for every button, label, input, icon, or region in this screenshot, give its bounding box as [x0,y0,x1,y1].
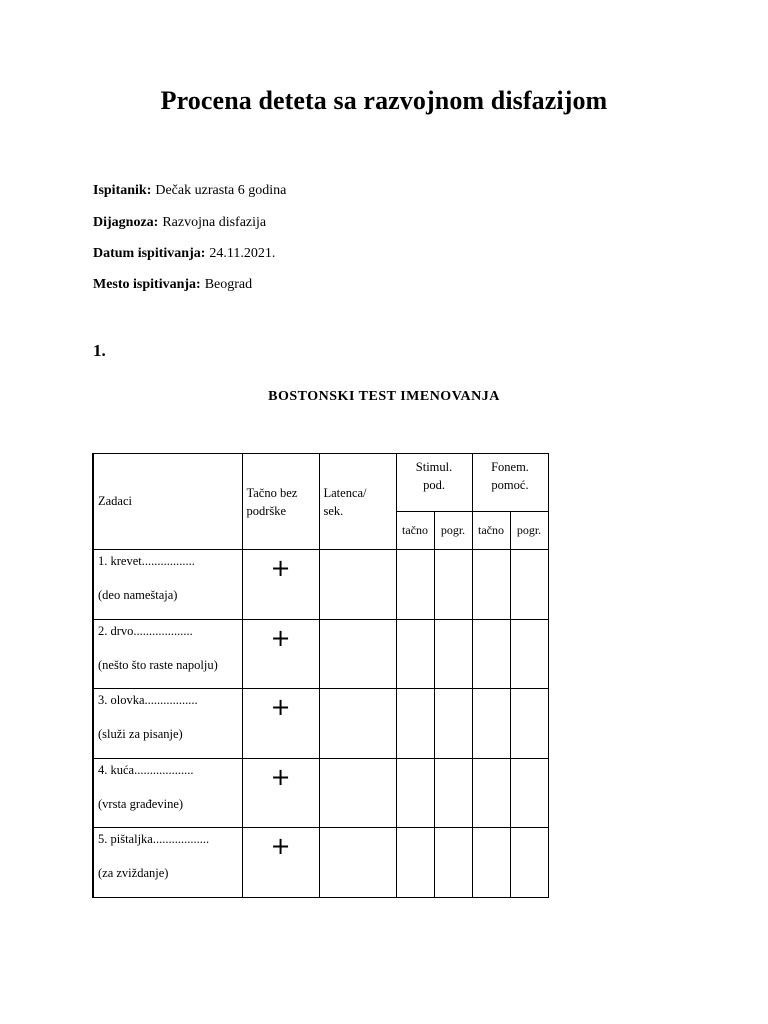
mesto-value: Beograd [204,277,253,292]
fonem-pogr-cell [510,689,548,759]
fonem-tacno-cell [472,828,510,898]
table-row [93,828,548,898]
correct-mark: + [242,759,319,828]
task-cell [93,759,242,828]
fonem-pogr-cell [510,620,548,689]
fonem-tacno-cell [472,759,510,828]
stimul-pogr-cell [434,550,472,620]
latency-cell [319,689,396,759]
subheader-fonem-pogr: pogr. [510,512,548,550]
fonem-pogr-cell [510,550,548,620]
task-description: (deo nameštaja) [98,588,178,602]
ispitanik-value: Dečak uzrasta 6 godina [155,183,287,198]
task-description: (nešto što raste napolju) [98,658,218,672]
stimul-tacno-cell [396,689,434,759]
subheader-fonem-tacno: tačno [472,512,510,550]
latency-cell [319,828,396,898]
section-number: 1. [93,341,106,360]
correct-mark: + [242,550,319,620]
dijagnoza-value: Razvojna disfazija [162,215,267,230]
datum-label: Datum ispitivanja: [93,246,206,261]
stimul-tacno-cell [396,620,434,689]
info-datum [93,246,275,262]
datum-value: 24.11.2021. [209,246,276,261]
task-cell [93,550,242,620]
task-word: 4. kuća................... [98,763,194,777]
correct-mark: + [242,689,319,759]
header-latenca: Latenca/ sek. [319,454,396,550]
table-row [93,620,548,689]
stimul-pogr-cell [434,689,472,759]
stimul-tacno-cell [396,759,434,828]
document-title: Procena deteta sa razvojnom disfazijom [160,86,608,115]
subheader-stimul-pogr: pogr. [434,512,472,550]
task-word: 3. olovka................. [98,693,198,707]
table-row [93,759,548,828]
task-word: 5. pištaljka.................. [98,832,210,846]
mesto-label: Mesto ispitivanja: [93,277,201,292]
header-fonem-pomoc: Fonem. pomoć. [472,454,548,512]
naming-test-table [92,453,549,898]
fonem-tacno-cell [472,620,510,689]
correct-mark: + [242,828,319,898]
info-ispitanik [93,183,286,199]
stimul-tacno-cell [396,828,434,898]
dijagnoza-label: Dijagnoza: [93,215,159,230]
stimul-pogr-cell [434,620,472,689]
info-dijagnoza [93,215,266,231]
header-stimul-pod: Stimul. pod. [396,454,472,512]
fonem-pogr-cell [510,759,548,828]
task-description: (za zviždanje) [98,866,169,880]
task-word: 1. krevet................. [98,554,195,568]
info-mesto [93,277,252,293]
subheader-stimul-tacno: tačno [396,512,434,550]
table-row [93,550,548,620]
test-title: BOSTONSKI TEST IMENOVANJA [268,389,500,404]
task-description: (služi za pisanje) [98,727,183,741]
fonem-tacno-cell [472,550,510,620]
header-row [93,454,548,512]
fonem-tacno-cell [472,689,510,759]
ispitanik-label: Ispitanik: [93,183,152,198]
header-tacno-bez-podrske: Tačno bez podrške [242,454,319,550]
task-description: (vrsta građevine) [98,797,184,811]
stimul-pogr-cell [434,828,472,898]
task-cell [93,620,242,689]
correct-mark: + [242,620,319,689]
table-row [93,689,548,759]
stimul-tacno-cell [396,550,434,620]
header-zadaci: Zadaci [93,454,242,550]
fonem-pogr-cell [510,828,548,898]
task-cell [93,828,242,898]
task-word: 2. drvo................... [98,624,193,638]
stimul-pogr-cell [434,759,472,828]
latency-cell [319,759,396,828]
task-cell [93,689,242,759]
latency-cell [319,550,396,620]
latency-cell [319,620,396,689]
